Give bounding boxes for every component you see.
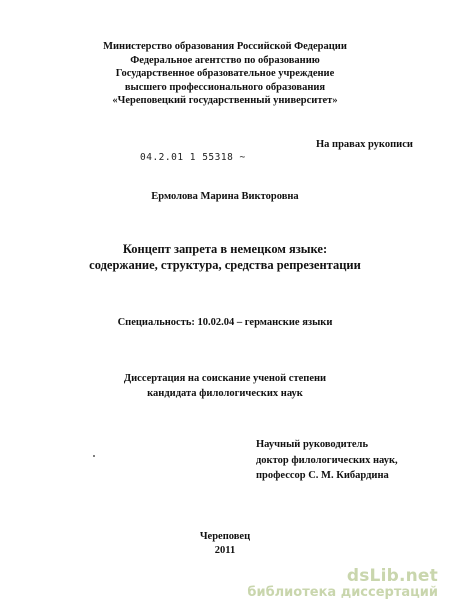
city-year-block xyxy=(0,530,450,558)
watermark-subtitle: библиотека диссертаций xyxy=(247,585,438,600)
header-line-institution-type: Государственное образовательное учреждение xyxy=(115,68,335,80)
manuscript-rights-label: На правах рукописи xyxy=(316,139,413,150)
header-line-education-level: высшего профессионального образования xyxy=(124,81,326,93)
purpose-line-1: Диссертация на соискание ученой степени xyxy=(123,373,327,384)
supervisor-block xyxy=(256,437,398,484)
header-line-university: «Череповецкий государственный университет» xyxy=(112,95,338,107)
watermark-brand: dsLib.net xyxy=(346,566,438,586)
header-line-ministry: Министерство образования Российской Федерации xyxy=(103,41,347,52)
year: 2011 xyxy=(214,545,236,556)
watermark-logo xyxy=(247,568,438,599)
city-name: Череповец xyxy=(199,531,251,542)
header-line-agency: Федеральное агентство по образованию xyxy=(130,54,320,66)
title-line-2: содержание, структура, средства репрезентации xyxy=(89,257,361,272)
supervisor-line-2: доктор филологических наук, xyxy=(256,454,398,466)
degree-purpose xyxy=(0,371,450,401)
scan-speck xyxy=(93,455,95,457)
supervisor-line-3: профессор С. М. Кибардина xyxy=(256,470,389,481)
purpose-line-2: кандидата филологических наук xyxy=(147,388,303,399)
registration-stamp: 04.2.01 1 55318 ~ xyxy=(140,152,246,163)
author-name: Ермолова Марина Викторовна xyxy=(151,191,299,202)
specialty-line: Специальность: 10.02.04 – германские языки xyxy=(117,317,333,328)
title-line-1: Концепт запрета в немецком языке: xyxy=(122,242,328,256)
institution-header xyxy=(0,40,450,108)
dissertation-title xyxy=(0,242,450,273)
supervisor-line-1: Научный руководитель xyxy=(256,439,368,450)
